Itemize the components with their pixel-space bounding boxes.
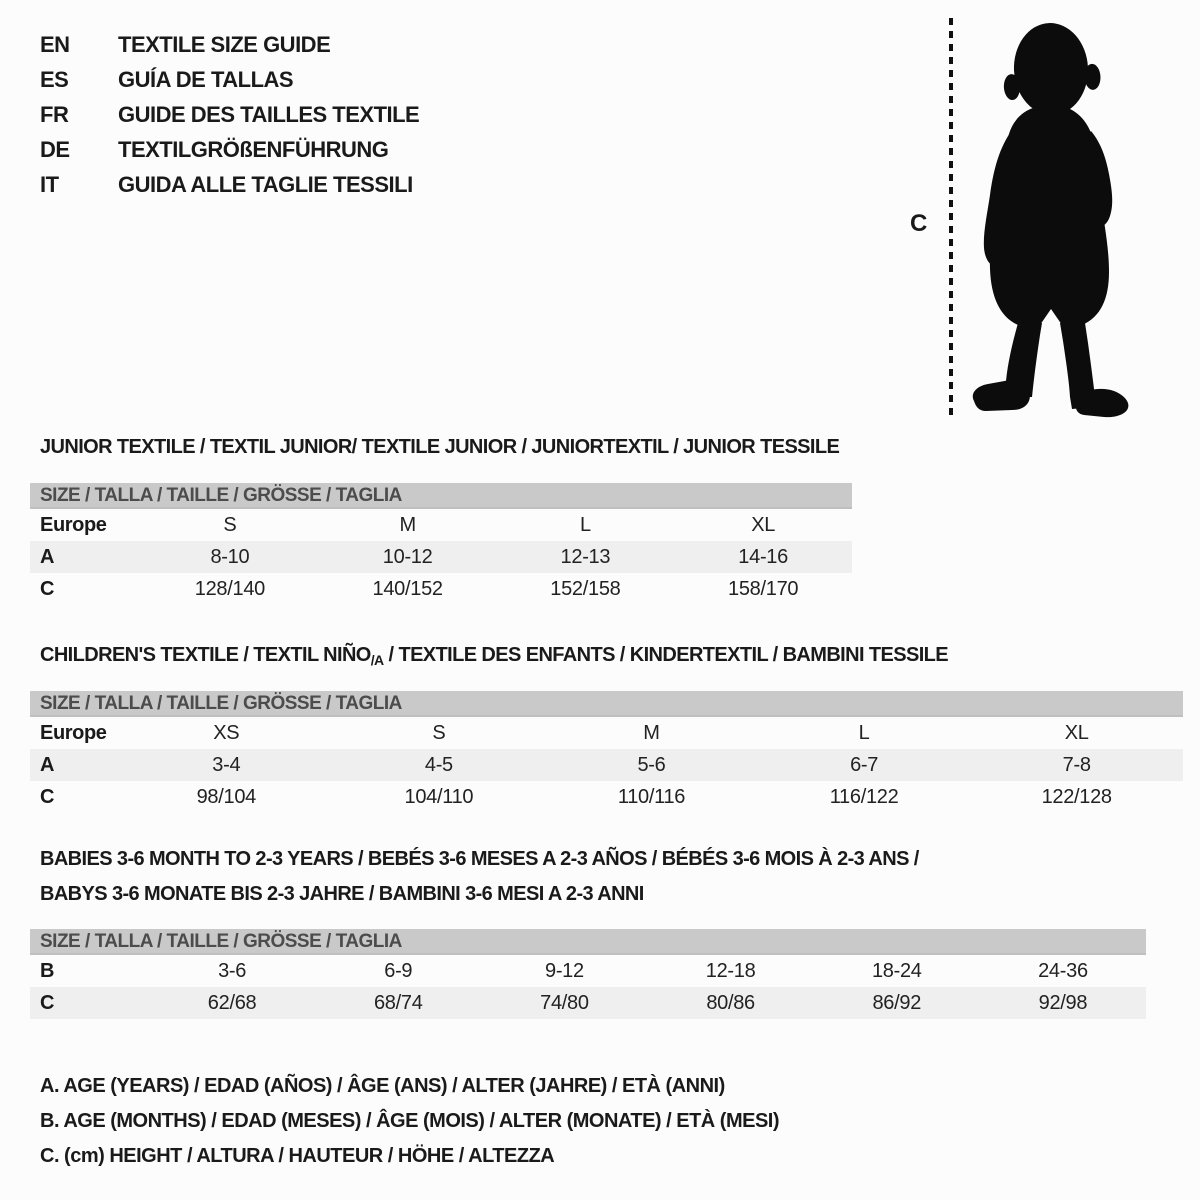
size-cell: XS (213, 721, 240, 744)
height-cell: 110/116 (617, 785, 686, 808)
lang-code: EN (40, 32, 70, 57)
lang-label: TEXTILGRÖßENFÜHRUNG (118, 137, 389, 162)
age-cell: 8-10 (210, 545, 250, 568)
babies-section-title-line1: BABIES 3-6 MONTH TO 2-3 YEARS / BEBÉS 3-6 MESES A 2-3 AÑOS / BÉBÉS 3-6 MOIS À 2-3 ANS / (40, 848, 919, 870)
row-label: C (40, 785, 55, 808)
size-cell: XL (1064, 721, 1089, 744)
height-cell: 140/152 (372, 577, 443, 600)
lang-label: GUÍA DE TALLAS (118, 67, 294, 92)
height-cell: 62/68 (207, 991, 257, 1014)
table-row (30, 955, 1146, 987)
size-table-header: SIZE / TALLA / TAILLE / GRÖSSE / TAGLIA (30, 691, 1183, 717)
row-label: Europe (40, 513, 107, 536)
children-title-sub: /A (370, 652, 384, 668)
row-label: A (40, 545, 55, 568)
age-cell: 12-13 (560, 545, 611, 568)
height-cell: 116/122 (829, 785, 899, 808)
table-row (30, 781, 1183, 813)
table-row (30, 717, 1183, 749)
age-cell: 5-6 (637, 753, 666, 776)
height-measure-label: C (910, 210, 928, 237)
row-label: C (40, 577, 55, 600)
lang-row-es (40, 67, 293, 91)
lang-code: ES (40, 67, 69, 92)
age-cell: 10-12 (382, 545, 433, 568)
size-cell: S (223, 513, 237, 536)
lang-row-de (40, 137, 388, 161)
size-cell: M (399, 513, 416, 536)
size-table-header: SIZE / TALLA / TAILLE / GRÖSSE / TAGLIA (30, 483, 852, 509)
lang-row-en (40, 32, 330, 56)
lang-label: GUIDE DES TAILLES TEXTILE (118, 102, 420, 127)
age-cell: 18-24 (871, 959, 922, 982)
lang-code: IT (40, 172, 59, 197)
height-cell: 92/98 (1038, 991, 1088, 1014)
size-cell: L (858, 721, 870, 744)
row-label: C (40, 991, 55, 1014)
table-row (30, 573, 852, 605)
lang-label: GUIDA ALLE TAGLIE TESSILI (118, 172, 413, 197)
size-cell: S (432, 721, 446, 744)
size-cell: L (579, 513, 591, 536)
age-cell: 24-36 (1038, 959, 1088, 982)
babies-size-table (30, 929, 1146, 1019)
age-cell: 4-5 (424, 753, 453, 776)
height-cell: 80/86 (706, 991, 755, 1014)
age-cell: 3-6 (218, 959, 247, 982)
row-label: A (40, 753, 55, 776)
size-cell: M (643, 721, 660, 744)
age-cell: 12-18 (705, 959, 756, 982)
height-cell: 158/170 (728, 577, 799, 600)
lang-code: DE (40, 137, 70, 162)
junior-size-table (30, 483, 852, 605)
height-cell: 98/104 (196, 785, 256, 808)
age-cell: 14-16 (738, 545, 788, 568)
height-cell: 86/92 (872, 991, 922, 1014)
height-cell: 152/158 (550, 577, 621, 600)
table-row (30, 509, 852, 541)
table-row (30, 987, 1146, 1019)
legend-line-c: C. (cm) HEIGHT / ALTURA / HAUTEUR / HÖHE / ALTEZZA (40, 1145, 555, 1167)
age-cell: 6-7 (850, 753, 879, 776)
toddler-silhouette (958, 16, 1138, 418)
children-section-title (40, 644, 948, 668)
height-cell: 104/110 (404, 785, 474, 808)
children-title-text: CHILDREN'S TEXTILE / TEXTIL NIÑO (40, 644, 371, 666)
table-row (30, 541, 852, 573)
height-cell: 68/74 (373, 991, 423, 1014)
age-cell: 7-8 (1062, 753, 1091, 776)
lang-row-fr (40, 102, 419, 126)
size-cell: XL (751, 513, 776, 536)
age-cell: 9-12 (545, 959, 584, 982)
legend-line-a: A. AGE (YEARS) / EDAD (AÑOS) / ÂGE (ANS) / ALTER (JAHRE) / ETÀ (ANNI) (40, 1075, 725, 1097)
children-title-text: / TEXTILE DES ENFANTS / KINDERTEXTIL / BAMBINI TESSILE (383, 644, 949, 666)
height-cell: 128/140 (194, 577, 265, 600)
table-row (30, 749, 1183, 781)
row-label: Europe (40, 721, 107, 744)
row-label: B (40, 959, 55, 982)
lang-label: TEXTILE SIZE GUIDE (118, 32, 331, 57)
size-table-header: SIZE / TALLA / TAILLE / GRÖSSE / TAGLIA (30, 929, 1146, 955)
lang-code: FR (40, 102, 69, 127)
age-cell: 3-4 (212, 753, 241, 776)
height-cell: 74/80 (540, 991, 589, 1014)
children-size-table (30, 691, 1183, 813)
height-measure-line (949, 18, 953, 415)
silhouette-head (1001, 20, 1103, 117)
height-cell: 122/128 (1041, 785, 1112, 808)
age-cell: 6-9 (384, 959, 413, 982)
babies-section-title-line2: BABYS 3-6 MONATE BIS 2-3 JAHRE / BAMBINI 3-6 MESI A 2-3 ANNI (40, 883, 644, 905)
lang-row-it (40, 172, 413, 196)
legend-line-b: B. AGE (MONTHS) / EDAD (MESES) / ÂGE (MOIS) / ALTER (MONATE) / ETÀ (MESI) (40, 1110, 780, 1132)
junior-section-title: JUNIOR TEXTILE / TEXTIL JUNIOR/ TEXTILE JUNIOR / JUNIORTEXTIL / JUNIOR TESSILE (40, 436, 840, 458)
